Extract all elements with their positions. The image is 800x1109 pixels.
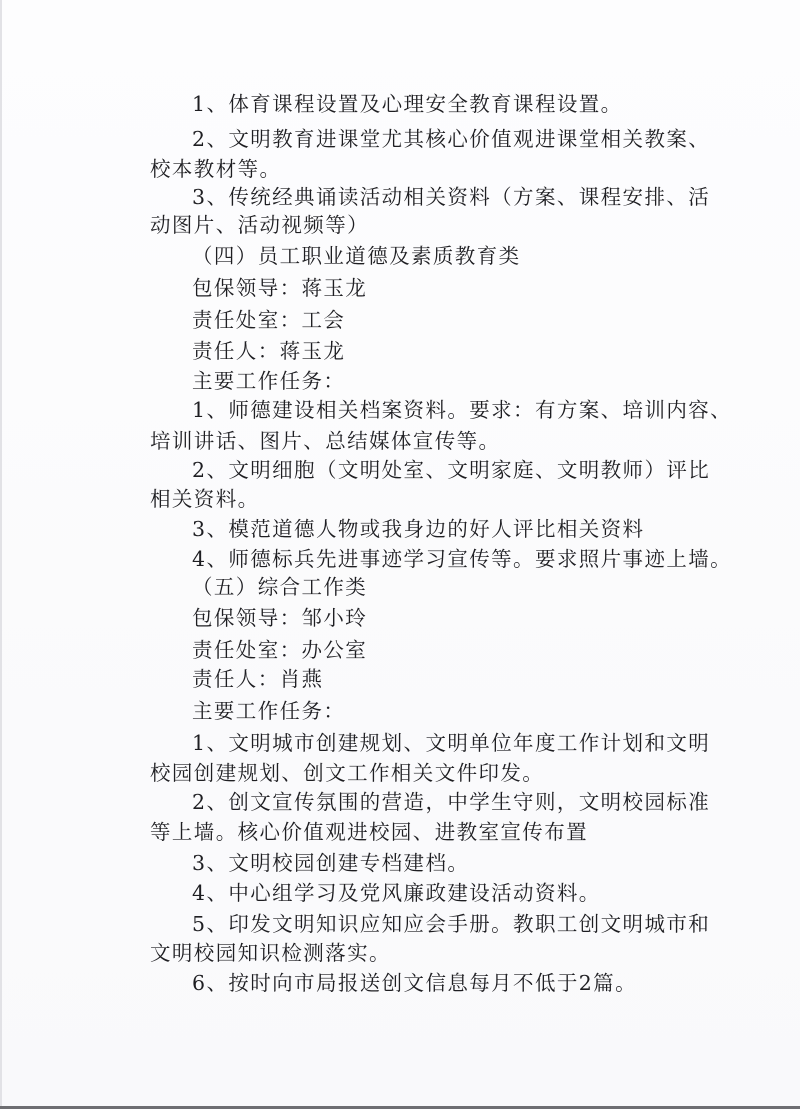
text-line: 2、文明教育进课堂尤其核心价值观进课堂相关教案、 — [192, 127, 711, 151]
text-line: 2、创文宣传氛围的营造，中学生守则，文明校园标准 — [192, 790, 711, 814]
text-line: 责任人：肖燕 — [192, 667, 324, 691]
section-heading: （四）员工职业道德及素质教育类 — [192, 244, 521, 268]
text-line: 动图片、活动视频等） — [150, 213, 369, 237]
text-line: 校园创建规划、创文工作相关文件印发。 — [150, 761, 545, 785]
text-line: 责任人：蒋玉龙 — [192, 339, 346, 363]
text-line: 等上墙。核心价值观进校园、进教室宣传布置 — [150, 820, 588, 844]
text-line: 责任处室：办公室 — [192, 638, 368, 662]
text-line: 相关资料。 — [150, 487, 260, 511]
text-line: 4、师德标兵先进事迹学习宣传等。要求照片事迹上墙。 — [192, 547, 733, 571]
text-line: 4、中心组学习及党风廉政建设活动资料。 — [192, 881, 601, 905]
section-heading: （五）综合工作类 — [192, 575, 368, 599]
text-line: 3、模范道德人物或我身边的好人评比相关资料 — [192, 517, 645, 541]
text-line: 校本教材等。 — [150, 157, 282, 181]
text-line: 5、印发文明知识应知应会手册。教职工创文明城市和 — [192, 912, 711, 936]
text-line: 包保领导：蒋玉龙 — [192, 276, 368, 300]
text-line: 主要工作任务： — [192, 369, 346, 393]
text-line: 3、文明校园创建专档建档。 — [192, 851, 470, 875]
text-line: 培训讲话、图片、总结媒体宣传等。 — [150, 429, 501, 453]
text-line: 文明校园知识检测落实。 — [150, 941, 391, 965]
scan-edge-left — [0, 0, 2, 1109]
text-line: 6、按时向市局报送创文信息每月不低于2篇。 — [192, 971, 637, 995]
text-line: 包保领导：邹小玲 — [192, 606, 368, 630]
text-line: 责任处室：工会 — [192, 308, 346, 332]
text-line: 2、文明细胞（文明处室、文明家庭、文明教师）评比 — [192, 458, 711, 482]
text-line: 1、师德建设相关档案资料。要求：有方案、培训内容、 — [192, 398, 733, 422]
text-line: 1、文明城市创建规划、文明单位年度工作计划和文明 — [192, 731, 711, 755]
text-line: 1、体育课程设置及心理安全教育课程设置。 — [192, 92, 623, 116]
text-line: 主要工作任务： — [192, 699, 346, 723]
text-line: 3、传统经典诵读活动相关资料（方案、课程安排、活 — [192, 185, 711, 209]
